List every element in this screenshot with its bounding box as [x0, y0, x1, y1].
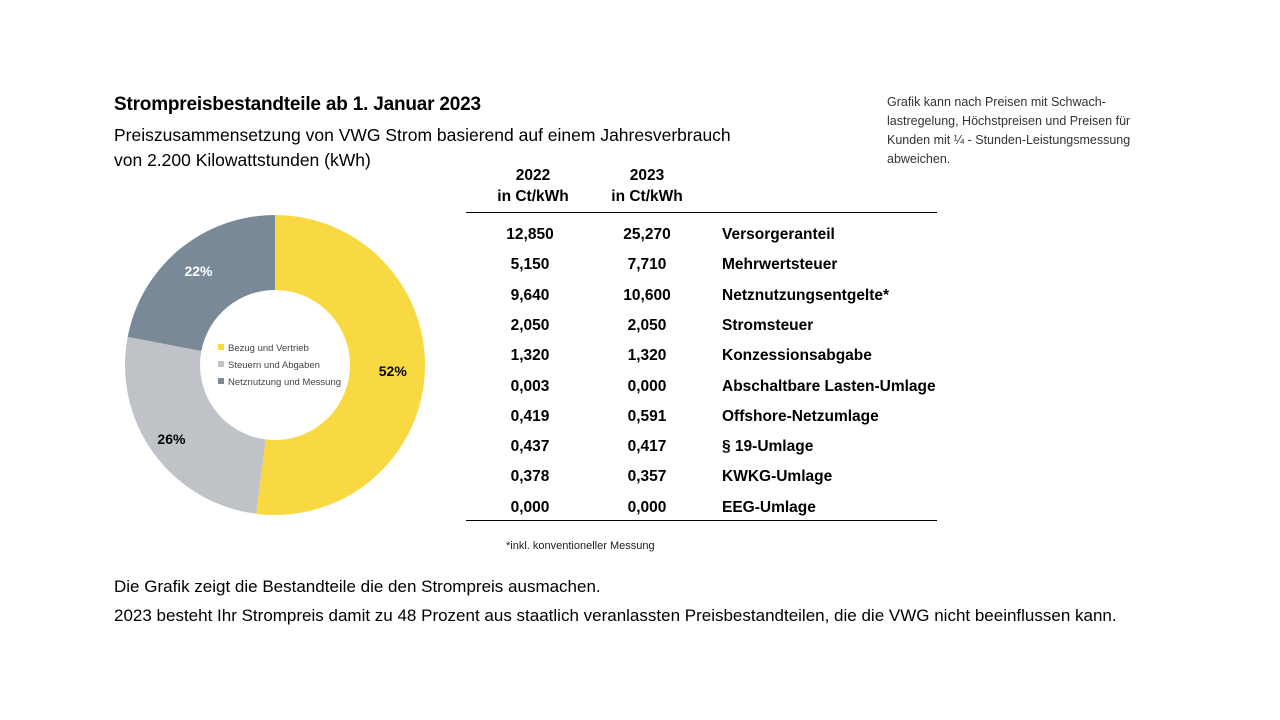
table-row — [466, 311, 946, 341]
value-2022: 0,003 — [510, 377, 550, 395]
value-2023: 0,357 — [627, 468, 667, 486]
table-top-rule — [466, 212, 937, 213]
value-2023: 7,710 — [627, 256, 667, 274]
legend-swatch — [218, 344, 224, 350]
component-label: Stromsteuer — [722, 316, 814, 334]
note-line-3: Kunden mit ¼ - Stunden-Leistungsmessung — [887, 133, 1131, 147]
table-row — [466, 372, 946, 402]
legend-label: Bezug und Vertrieb — [228, 343, 309, 354]
legend-label: Steuern und Abgaben — [228, 360, 320, 371]
chart-legend — [218, 340, 341, 391]
slice-label-26: 26% — [157, 430, 186, 447]
component-label: KWKG-Umlage — [722, 468, 833, 486]
value-2023: 0,000 — [627, 377, 667, 395]
value-2022: 5,150 — [510, 256, 550, 274]
table-footnote: *inkl. konventioneller Messung — [506, 540, 655, 552]
column-unit: in Ct/kWh — [611, 188, 683, 205]
column-year: 2022 — [515, 167, 551, 184]
summary-line-2: 2023 besteht Ihr Strompreis damit zu 48 Prozent aus staatlich veranlassten Preisbestandteilen, die die VWG nicht beeinflussen kann. — [114, 606, 1117, 625]
table-row — [466, 402, 946, 432]
value-2023: 0,591 — [627, 407, 667, 425]
note-line-4: abweichen. — [887, 152, 951, 166]
component-label: § 19-Umlage — [722, 438, 814, 456]
table-row — [466, 432, 946, 462]
legend-item-netznutzung — [218, 374, 341, 391]
slice-label-52: 52% — [378, 363, 407, 380]
legend-item-steuern — [218, 357, 341, 374]
summary-line-1: Die Grafik zeigt die Bestandteile die den Strompreis ausmachen. — [114, 577, 601, 596]
value-2022: 0,419 — [510, 407, 550, 425]
column-year: 2023 — [629, 167, 665, 184]
component-label: Mehrwertsteuer — [722, 256, 838, 274]
column-unit: in Ct/kWh — [497, 188, 569, 205]
table-row — [466, 462, 946, 492]
value-2022: 0,437 — [510, 438, 550, 456]
note-line-2: lastregelung, Höchstpreisen und Preisen für — [887, 114, 1131, 128]
slice-netznutzung-und-messung — [128, 215, 275, 351]
table-row — [466, 220, 946, 250]
component-label: Abschaltbare Lasten-Umlage — [722, 377, 936, 395]
value-2022: 0,000 — [510, 498, 550, 516]
component-label: Versorgeranteil — [722, 226, 835, 243]
component-label: Offshore-Netzumlage — [722, 407, 879, 425]
subtitle-line-1: Preiszusammensetzung von VWG Strom basierend auf einem Jahresverbrauch — [114, 125, 731, 145]
table-row — [466, 250, 946, 280]
value-2022: 12,850 — [506, 226, 554, 243]
value-2023: 10,600 — [623, 286, 671, 304]
component-label: EEG-Umlage — [722, 498, 816, 516]
legend-item-bezug — [218, 340, 341, 357]
value-2022: 1,320 — [510, 347, 550, 365]
table-row — [466, 341, 946, 371]
component-label: Netznutzungsentgelte* — [722, 286, 890, 304]
value-2023: 0,000 — [627, 498, 667, 516]
value-2023: 2,050 — [627, 316, 667, 334]
value-2023: 0,417 — [627, 438, 667, 456]
component-label: Konzessionsabgabe — [722, 347, 872, 365]
column-header-2023 — [592, 165, 702, 207]
legend-swatch — [218, 378, 224, 384]
value-2023: 25,270 — [623, 226, 671, 243]
value-2023: 1,320 — [627, 347, 667, 365]
column-header-2022 — [478, 165, 588, 207]
value-2022: 0,378 — [510, 468, 550, 486]
value-2022: 9,640 — [510, 286, 550, 304]
table-row — [466, 281, 946, 311]
table-row — [466, 493, 946, 523]
note-line-1: Grafik kann nach Preisen mit Schwach- — [887, 95, 1106, 109]
slice-label-22: 22% — [184, 263, 213, 280]
page-title: Strompreisbestandteile ab 1. Januar 2023 — [114, 94, 481, 115]
legend-swatch — [218, 361, 224, 367]
legend-label: Netznutzung und Messung — [228, 377, 342, 388]
value-2022: 2,050 — [510, 316, 550, 334]
price-note — [887, 93, 1157, 169]
subtitle-line-2: von 2.200 Kilowattstunden (kWh) — [114, 150, 371, 170]
